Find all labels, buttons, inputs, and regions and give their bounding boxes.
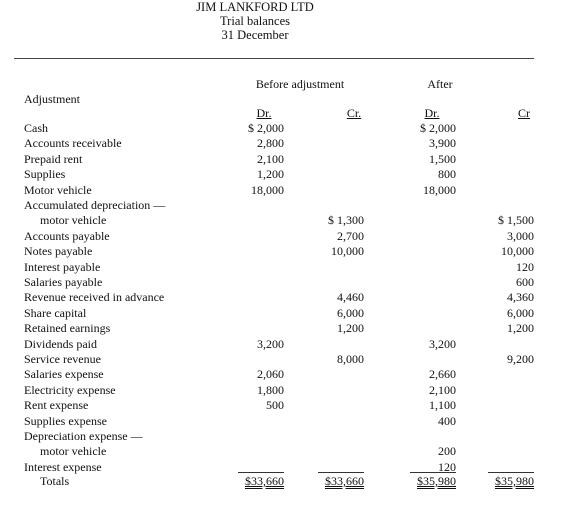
cell-after-dr: 800 (438, 167, 456, 181)
cell-after-dr: 3,900 (429, 136, 456, 150)
cell-before-dr: $ 2,000 (248, 121, 284, 135)
cell-after-dr: 2,660 (429, 367, 456, 381)
cell-after-dr: 400 (438, 414, 456, 428)
header-rule (14, 58, 534, 59)
row-label: Salaries payable (24, 275, 103, 289)
total-after-cr: $35,980 (488, 472, 534, 488)
row-label: Depreciation expense — (24, 429, 143, 443)
cell-before-cr: 4,460 (337, 290, 364, 304)
col-cr-before: Cr. (346, 106, 362, 120)
cell-before-dr: 2,100 (257, 152, 284, 166)
report-title: Trial balances (219, 14, 290, 28)
cell-before-dr: 2,060 (257, 367, 284, 381)
col-dr-before: Dr. (256, 106, 272, 120)
row-label: Prepaid rent (24, 152, 83, 166)
row-label: Motor vehicle (24, 183, 92, 197)
cell-before-dr: 1,800 (257, 383, 284, 397)
row-label: Accounts payable (24, 229, 110, 243)
row-label: Share capital (24, 306, 87, 320)
cell-after-cr: 10,000 (501, 244, 534, 258)
cell-before-dr: 500 (266, 398, 284, 412)
row-label: motor vehicle (40, 444, 107, 458)
cell-before-cr: 8,000 (337, 352, 364, 366)
cell-after-cr: 9,200 (507, 352, 534, 366)
cell-after-cr: 120 (516, 260, 534, 274)
cell-after-dr: 1,500 (429, 152, 456, 166)
row-label: Electricity expense (24, 383, 116, 397)
row-label: Cash (24, 121, 48, 135)
cell-after-cr: 1,200 (507, 321, 534, 335)
row-label: Dividends paid (24, 337, 97, 351)
total-before-cr: $33,660 (318, 472, 364, 488)
row-label: Interest expense (24, 460, 102, 474)
row-label: Service revenue (24, 352, 101, 366)
row-label: Salaries expense (24, 367, 104, 381)
cell-after-dr: 1,100 (429, 398, 456, 412)
row-label: motor vehicle (40, 213, 107, 227)
cell-after-cr: 6,000 (507, 306, 534, 320)
col-before-adjustment: Before adjustment (255, 77, 345, 91)
row-label: Rent expense (24, 398, 89, 412)
row-label: Retained earnings (24, 321, 111, 335)
cell-before-cr: 2,700 (337, 229, 364, 243)
cell-after-cr: 3,000 (507, 229, 534, 243)
cell-after-cr: $ 1,500 (498, 213, 534, 227)
cell-after-dr: 3,200 (429, 337, 456, 351)
cell-after-dr: 200 (438, 444, 456, 458)
row-label: Accounts receivable (24, 136, 122, 150)
row-label: Accumulated depreciation — (24, 198, 166, 212)
cell-before-dr: 18,000 (251, 183, 284, 197)
cell-before-dr: 2,800 (257, 136, 284, 150)
totals-label: Totals (40, 474, 70, 488)
total-before-dr: $33,660 (238, 472, 284, 488)
total-after-dr: $35,980 (410, 472, 456, 488)
col-cr-after: Cr (518, 106, 530, 120)
cell-before-dr: 1,200 (257, 167, 284, 181)
cell-after-cr: 600 (516, 275, 534, 289)
cell-after-dr: $ 2,000 (420, 121, 456, 135)
cell-after-cr: 4,360 (507, 290, 534, 304)
cell-after-dr: 18,000 (423, 183, 456, 197)
col-after: After (427, 77, 453, 91)
cell-before-cr: 6,000 (337, 306, 364, 320)
cell-before-cr: 10,000 (331, 244, 364, 258)
row-label: Interest payable (24, 260, 101, 274)
cell-before-dr: 3,200 (257, 337, 284, 351)
cell-before-cr: $ 1,300 (328, 213, 364, 227)
cell-after-dr: 120 (438, 460, 456, 474)
row-label: Revenue received in advance (24, 290, 165, 304)
row-label: Supplies expense (24, 414, 107, 428)
row-header-adjustment: Adjustment (24, 92, 80, 106)
row-label: Notes payable (24, 244, 93, 258)
cell-before-cr: 1,200 (337, 321, 364, 335)
row-label: Supplies (24, 167, 66, 181)
col-dr-after: Dr. (424, 106, 440, 120)
report-date: 31 December (221, 28, 289, 42)
company-name: JIM LANKFORD LTD (196, 0, 314, 14)
cell-after-dr: 2,100 (429, 383, 456, 397)
